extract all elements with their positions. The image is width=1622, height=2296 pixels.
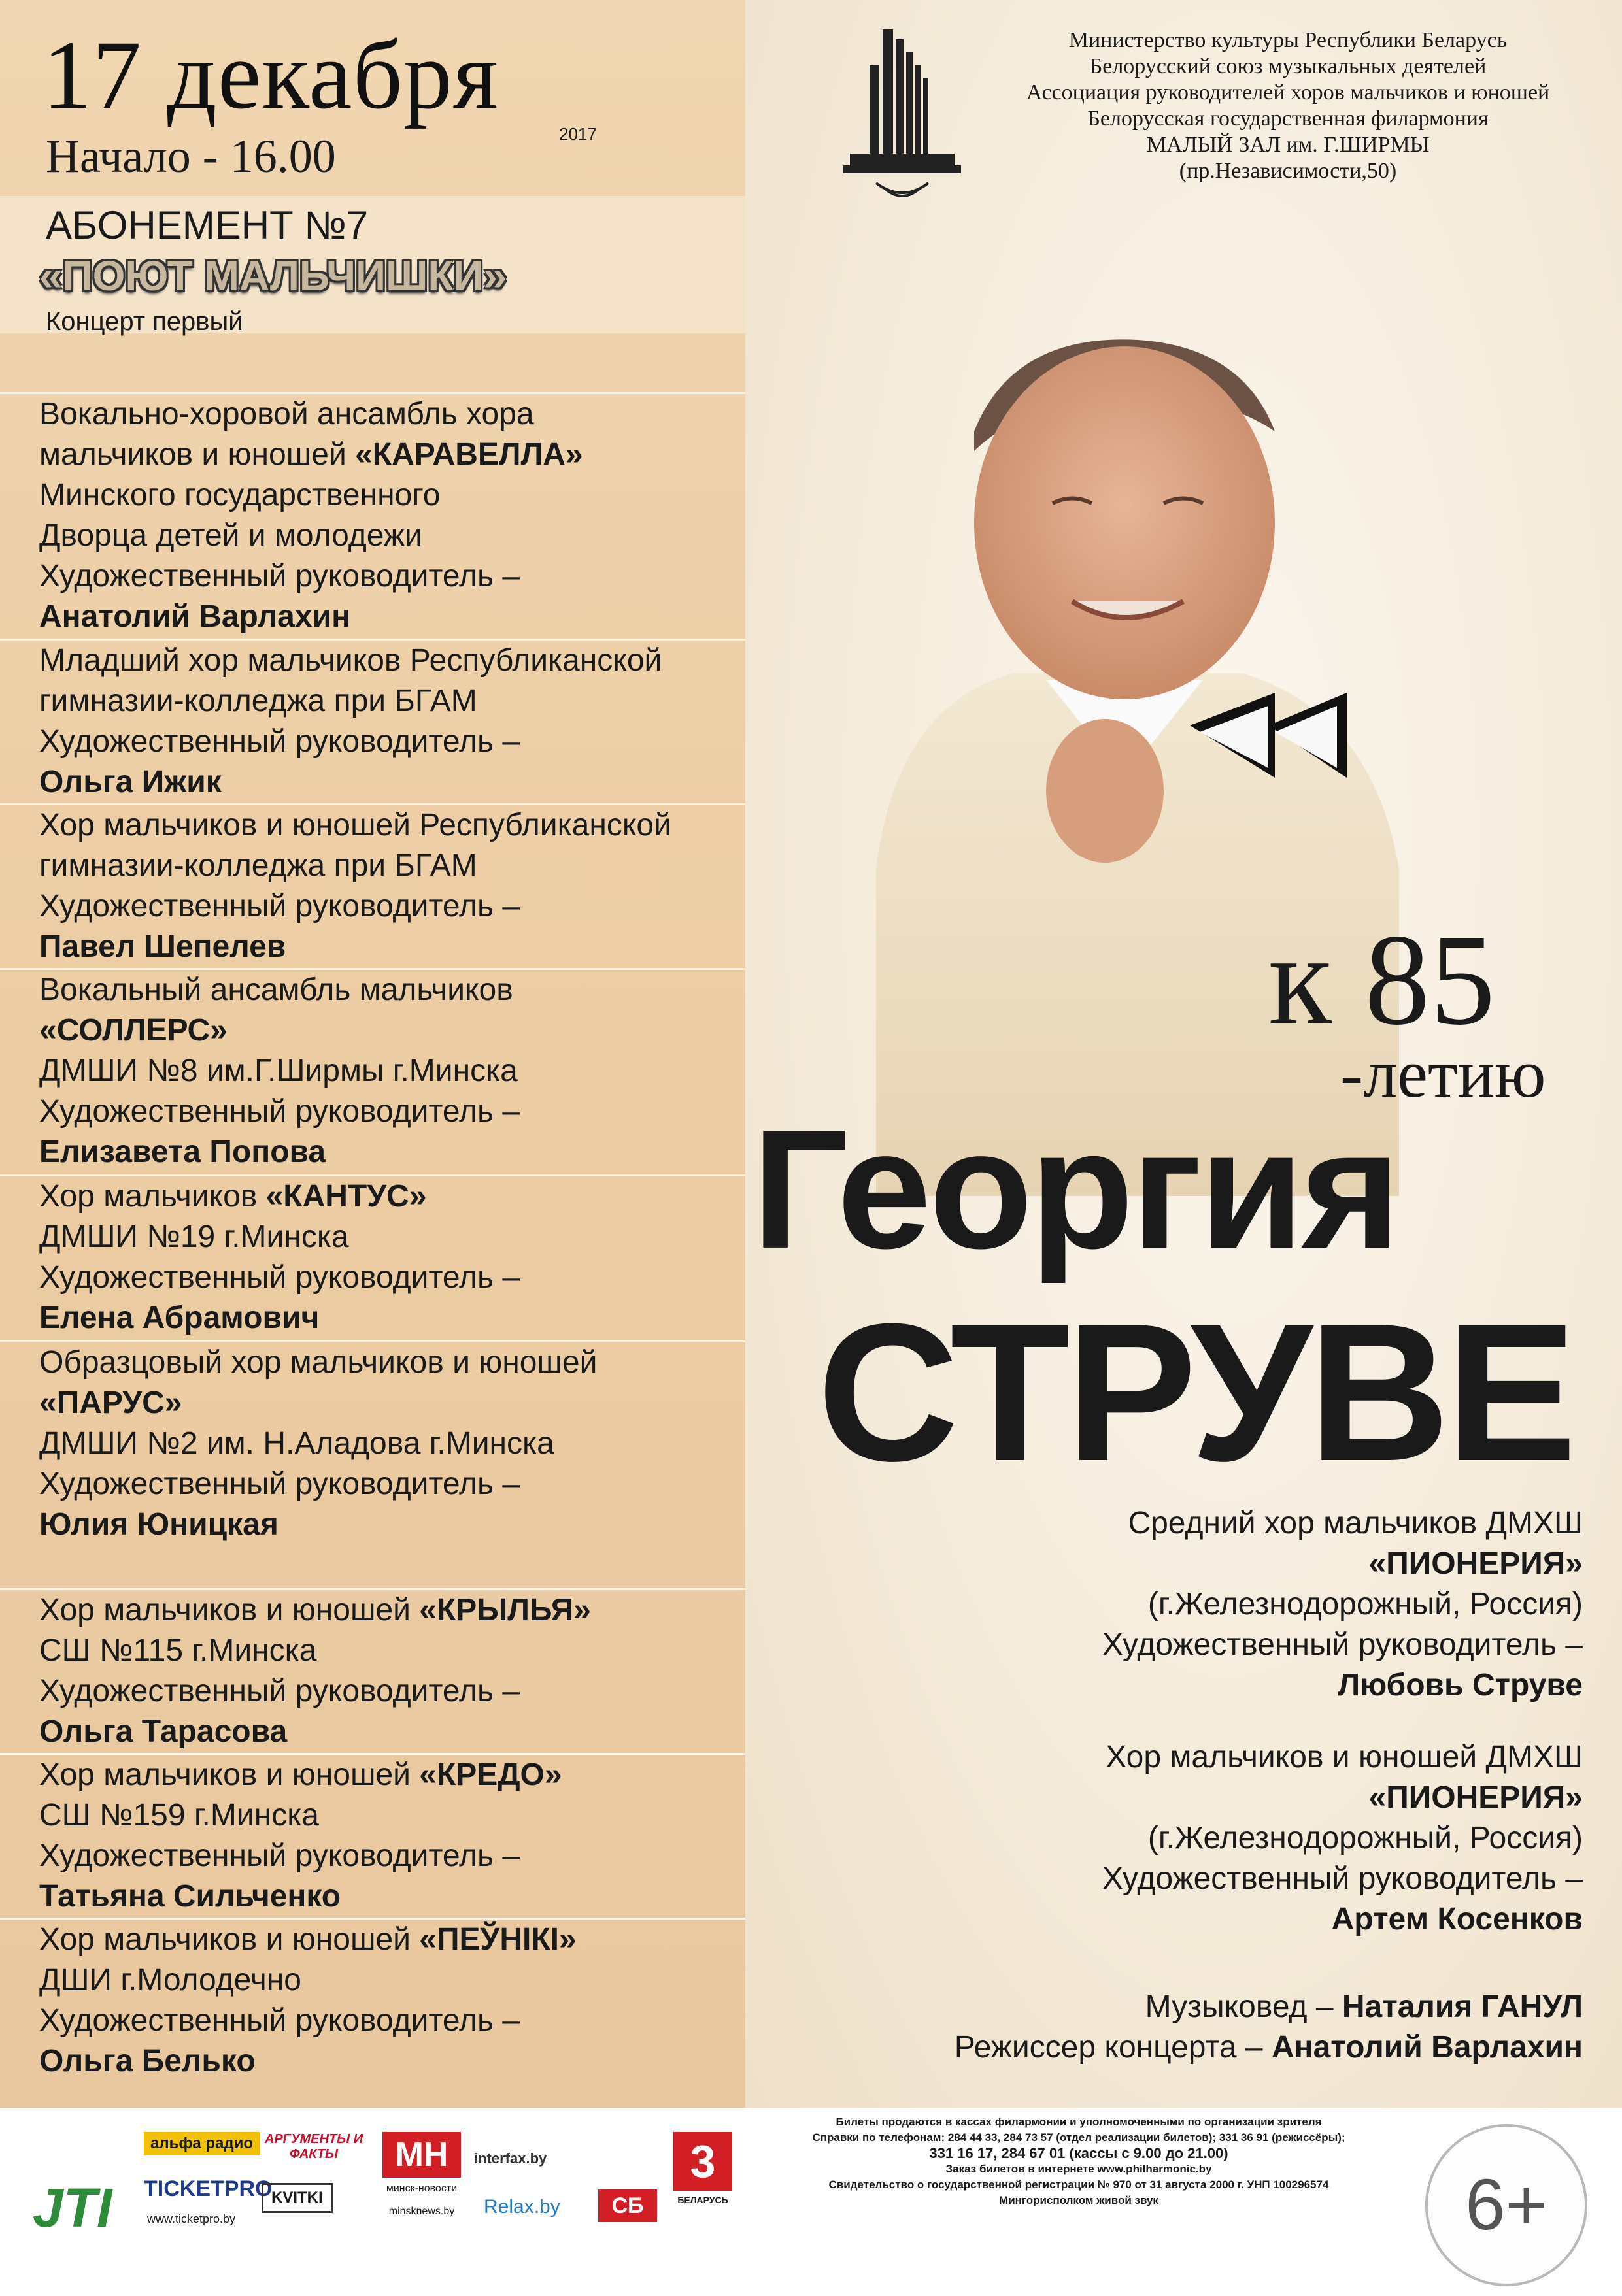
ensemble-line: [39, 1051, 745, 1091]
ensemble-text: Хор мальчиков и юношей: [39, 1757, 420, 1792]
credit-person: Наталия ГАНУЛ: [1342, 1989, 1583, 2024]
ensemble-line: [39, 1342, 745, 1383]
organizer-line: Белорусская государственная филармония: [1087, 107, 1489, 131]
ensemble-line: [39, 1631, 745, 1671]
ensemble-bold-text: «ПАРУС»: [39, 1386, 182, 1420]
ensemble-text: Минского государственного: [39, 478, 441, 512]
ensemble-bold-text: Ольга Ижик: [39, 765, 222, 799]
ensemble-line: [39, 1795, 745, 1836]
guest-text: (г.Железнодорожный, Россия): [1147, 1587, 1583, 1622]
ensemble-bold-text: Юлия Юницкая: [39, 1507, 279, 1542]
ensemble-bold-text: «КРЕДО»: [419, 1757, 562, 1792]
ticket-info: [742, 2114, 1415, 2208]
ensemble-text: Художественный руководитель –: [39, 724, 520, 759]
organizer-line: МАЛЫЙ ЗАЛ им. Г.ШИРМЫ: [1146, 133, 1430, 157]
sponsor-ticketpro-url: www.ticketpro.by: [147, 2212, 236, 2225]
ensemble-item: [0, 1340, 745, 1588]
guest-text: Средний хор мальчиков ДМХШ: [1128, 1506, 1583, 1540]
ensemble-item: [0, 1753, 745, 1918]
guest-choir: [1102, 1503, 1583, 1706]
sponsor-alfa-radio-logo: альфа радио: [144, 2132, 260, 2155]
honoree-last-name: СТРУВЕ: [817, 1282, 1573, 1502]
ensemble-text: Вокально-хоровой ансамбль хора: [39, 397, 534, 431]
guest-bold-text: «ПИОНЕРИЯ»: [1368, 1546, 1583, 1581]
sponsor-mn-logo: MH: [382, 2132, 461, 2178]
ensemble-bold-text: «КАНТУС»: [265, 1179, 427, 1214]
organizer-line: Министерство культуры Республики Беларусь: [1068, 28, 1508, 52]
ensemble-text: Художественный руководитель –: [39, 1467, 520, 1501]
guest-line: [1102, 1544, 1583, 1584]
anniversary-suffix: -летию: [1340, 1035, 1546, 1112]
ensemble-line: [39, 1836, 745, 1876]
ensemble-text: мальчиков и юношей: [39, 437, 356, 472]
credit-person: Анатолий Варлахин: [1271, 2030, 1583, 2065]
credits-block: [955, 1987, 1583, 2068]
guest-text: Художественный руководитель –: [1102, 1861, 1583, 1896]
ticket-phones: 331 16 17, 284 67 01 (кассы с 9.00 до 21.00): [929, 2145, 1228, 2161]
organizers-block: [981, 27, 1595, 184]
anniversary-number: к 85: [1268, 908, 1496, 1052]
ensemble-line: [39, 1920, 745, 1960]
ensemble-text: Художественный руководитель –: [39, 1260, 520, 1295]
ensemble-text: ДМШИ №19 г.Минска: [39, 1220, 349, 1254]
ensemble-text: Художественный руководитель –: [39, 2003, 520, 2038]
ensemble-text: Хор мальчиков и юношей: [39, 1922, 420, 1957]
ensemble-line: [39, 1257, 745, 1298]
musicologist-line: [955, 1987, 1583, 2027]
ensemble-bold-text: Елизавета Попова: [39, 1135, 326, 1169]
ensemble-line: [39, 1755, 745, 1795]
ensemble-item: [0, 803, 745, 968]
ensemble-line: [39, 1010, 745, 1051]
ensemble-text: гимназии-колледжа при БГАМ: [39, 848, 477, 883]
ensemble-line: [39, 556, 745, 597]
credit-role: Музыковед –: [1145, 1989, 1342, 2024]
registration-line: Мингорисполком живой звук: [999, 2194, 1158, 2206]
ticket-info-line: Справки по телефонам: 284 44 33, 284 73 57 (отдел реализации билетов); 331 36 91 (режиссёры);: [812, 2131, 1345, 2144]
ensemble-line: [39, 681, 745, 722]
sponsor-mn-caption: минск-новости: [386, 2183, 458, 2194]
ensemble-text: Вокальный ансамбль мальчиков: [39, 973, 513, 1007]
sponsor-tv3-logo: 3: [673, 2132, 732, 2191]
director-line: [955, 2027, 1583, 2068]
guest-line: [1102, 1899, 1583, 1940]
ensemble-item: [0, 968, 745, 1174]
ensemble-line: [39, 2041, 745, 2082]
ensemble-line: [39, 1712, 745, 1752]
ensemble-line: [39, 1423, 745, 1464]
sponsor-relax-logo: Relax.by: [484, 2196, 560, 2218]
ensemble-line: [39, 2001, 745, 2041]
ensemble-line: [39, 1671, 745, 1712]
ensemble-line: [39, 394, 745, 435]
start-time: Начало - 16.00: [46, 130, 336, 182]
ticket-online: Заказ билетов в интернете www.philharmonic.by: [945, 2163, 1212, 2175]
ensemble-text: Хор мальчиков и юношей Республиканской: [39, 808, 671, 842]
guest-line: [1102, 1584, 1583, 1625]
ensemble-bold-text: Анатолий Варлахин: [39, 599, 351, 634]
ensemble-item: [0, 1918, 745, 2088]
sponsor-interfax-logo: interfax.by: [474, 2150, 547, 2167]
ensemble-text: ДМШИ №2 им. Н.Аладова г.Минска: [39, 1426, 554, 1461]
concert-date: 17 декабря: [42, 21, 499, 129]
sponsor-tv3-caption: БЕЛАРУСЬ: [677, 2195, 728, 2205]
ensemble-bold-text: Татьяна Сильченко: [39, 1879, 341, 1914]
ensemble-text: Художественный руководитель –: [39, 1094, 520, 1129]
ensemble-line: [39, 1217, 745, 1257]
ensemble-text: Хор мальчиков и юношей: [39, 1593, 420, 1627]
ensemble-text: Образцовый хор мальчиков и юношей: [39, 1345, 598, 1380]
ensemble-line: [39, 722, 745, 762]
ensemble-text: Художественный руководитель –: [39, 1674, 520, 1708]
ensemble-text: ДМШИ №8 им.Г.Ширмы г.Минска: [39, 1054, 518, 1088]
guest-bold-text: Любовь Струве: [1338, 1668, 1583, 1703]
ensemble-item: [0, 639, 745, 803]
ensemble-item: [0, 1588, 745, 1753]
ensemble-text: ДШИ г.Молодечно: [39, 1963, 301, 1997]
concert-number: Концерт первый: [46, 307, 243, 336]
ensemble-line: [39, 1298, 745, 1339]
ensemble-line: [39, 1590, 745, 1631]
guest-choir: [1102, 1737, 1583, 1940]
guest-line: [1102, 1737, 1583, 1778]
ensemble-line: [39, 1383, 745, 1423]
guest-bold-text: Артем Косенков: [1331, 1902, 1583, 1937]
series-title: «ПОЮТ МАЛЬЧИШКИ»: [39, 252, 507, 299]
ensemble-line: [39, 597, 745, 637]
ensemble-line: [39, 1091, 745, 1132]
guest-line: [1102, 1859, 1583, 1899]
ticket-info-line: Билеты продаются в кассах филармонии и уполномоченными по организации зрителя: [836, 2116, 1322, 2128]
ensemble-text: Художественный руководитель –: [39, 1838, 520, 1873]
ensemble-line: [39, 1876, 745, 1917]
ensemble-text: Младший хор мальчиков Республиканской: [39, 643, 662, 678]
guest-line: [1102, 1625, 1583, 1665]
registration-line: Свидетельство о государственной регистрации № 970 от 31 августа 2000 г. УНП 100296574: [828, 2178, 1329, 2191]
ensemble-line: [39, 927, 745, 967]
age-rating-badge: 6+: [1425, 2124, 1587, 2286]
ensemble-text: СШ №115 г.Минска: [39, 1633, 317, 1668]
ensemble-bold-text: Елена Абрамович: [39, 1301, 320, 1335]
credit-role: Режиссер концерта –: [954, 2030, 1272, 2065]
ensemble-line: [39, 641, 745, 681]
guest-line: [1102, 1503, 1583, 1544]
ensemble-line: [39, 1176, 745, 1217]
ensemble-text: Художественный руководитель –: [39, 559, 520, 593]
ensemble-line: [39, 886, 745, 927]
ensemble-bold-text: Павел Шепелев: [39, 929, 286, 964]
organizer-line: Белорусский союз музыкальных деятелей: [1089, 54, 1487, 78]
guest-line: [1102, 1818, 1583, 1859]
ensemble-bold-text: Ольга Тарасова: [39, 1714, 288, 1749]
ensemble-line: [39, 805, 745, 846]
ensemble-line: [39, 1960, 745, 2001]
ensemble-text: Хор мальчиков: [39, 1179, 266, 1214]
philharmonic-organ-logo: [837, 26, 968, 203]
ensemble-bold-text: «КАРАВЕЛЛА»: [355, 437, 583, 472]
guest-text: Художественный руководитель –: [1102, 1627, 1583, 1662]
organizer-line: Ассоциация руководителей хоров мальчиков и юношей: [1026, 80, 1550, 105]
ensemble-bold-text: «ПЕЎНІКІ»: [419, 1922, 577, 1957]
guest-line: [1102, 1778, 1583, 1818]
ensemble-text: Художественный руководитель –: [39, 889, 520, 923]
ensemble-line: [39, 846, 745, 886]
ensemble-line: [39, 1132, 745, 1173]
guest-line: [1102, 1665, 1583, 1706]
guest-text: Хор мальчиков и юношей ДМХШ: [1106, 1740, 1583, 1774]
guest-bold-text: «ПИОНЕРИЯ»: [1368, 1780, 1583, 1815]
ensemble-line: [39, 1464, 745, 1505]
ensemble-line: [39, 516, 745, 556]
sponsor-aif-logo: АРГУМЕНТЫ И ФАКТЫ: [264, 2132, 363, 2161]
ensemble-text: гимназии-колледжа при БГАМ: [39, 684, 477, 718]
organizer-line: (пр.Независимости,50): [1179, 159, 1397, 183]
sponsor-mn-url: minsknews.by: [388, 2206, 455, 2217]
ensemble-item: [0, 1174, 745, 1340]
ensemble-text: Дворца детей и молодежи: [39, 518, 422, 553]
ensemble-line: [39, 475, 745, 516]
sponsor-jti-logo: JTI: [33, 2177, 112, 2238]
sponsor-sb-logo: СБ: [598, 2189, 657, 2222]
concert-year: 2017: [559, 124, 597, 144]
honoree-first-name: Георгия: [752, 1095, 1398, 1284]
guest-text: (г.Железнодорожный, Россия): [1147, 1821, 1583, 1855]
ensemble-text: СШ №159 г.Минска: [39, 1798, 319, 1833]
ensemble-bold-text: Ольга Белько: [39, 2044, 256, 2078]
ensemble-line: [39, 435, 745, 475]
ensemble-line: [39, 1505, 745, 1545]
ensemble-bold-text: «СОЛЛЕРС»: [39, 1013, 228, 1048]
ensemble-line: [39, 762, 745, 803]
sponsor-ticketpro-logo: TICKETPRO: [144, 2176, 273, 2201]
subscription-number: АБОНЕМЕНТ №7: [46, 203, 369, 247]
ensemble-line: [39, 970, 745, 1010]
ensemble-bold-text: «КРЫЛЬЯ»: [419, 1593, 591, 1627]
sponsor-kvitki-logo: KVITKI: [262, 2183, 333, 2213]
ensemble-item: [0, 392, 745, 639]
